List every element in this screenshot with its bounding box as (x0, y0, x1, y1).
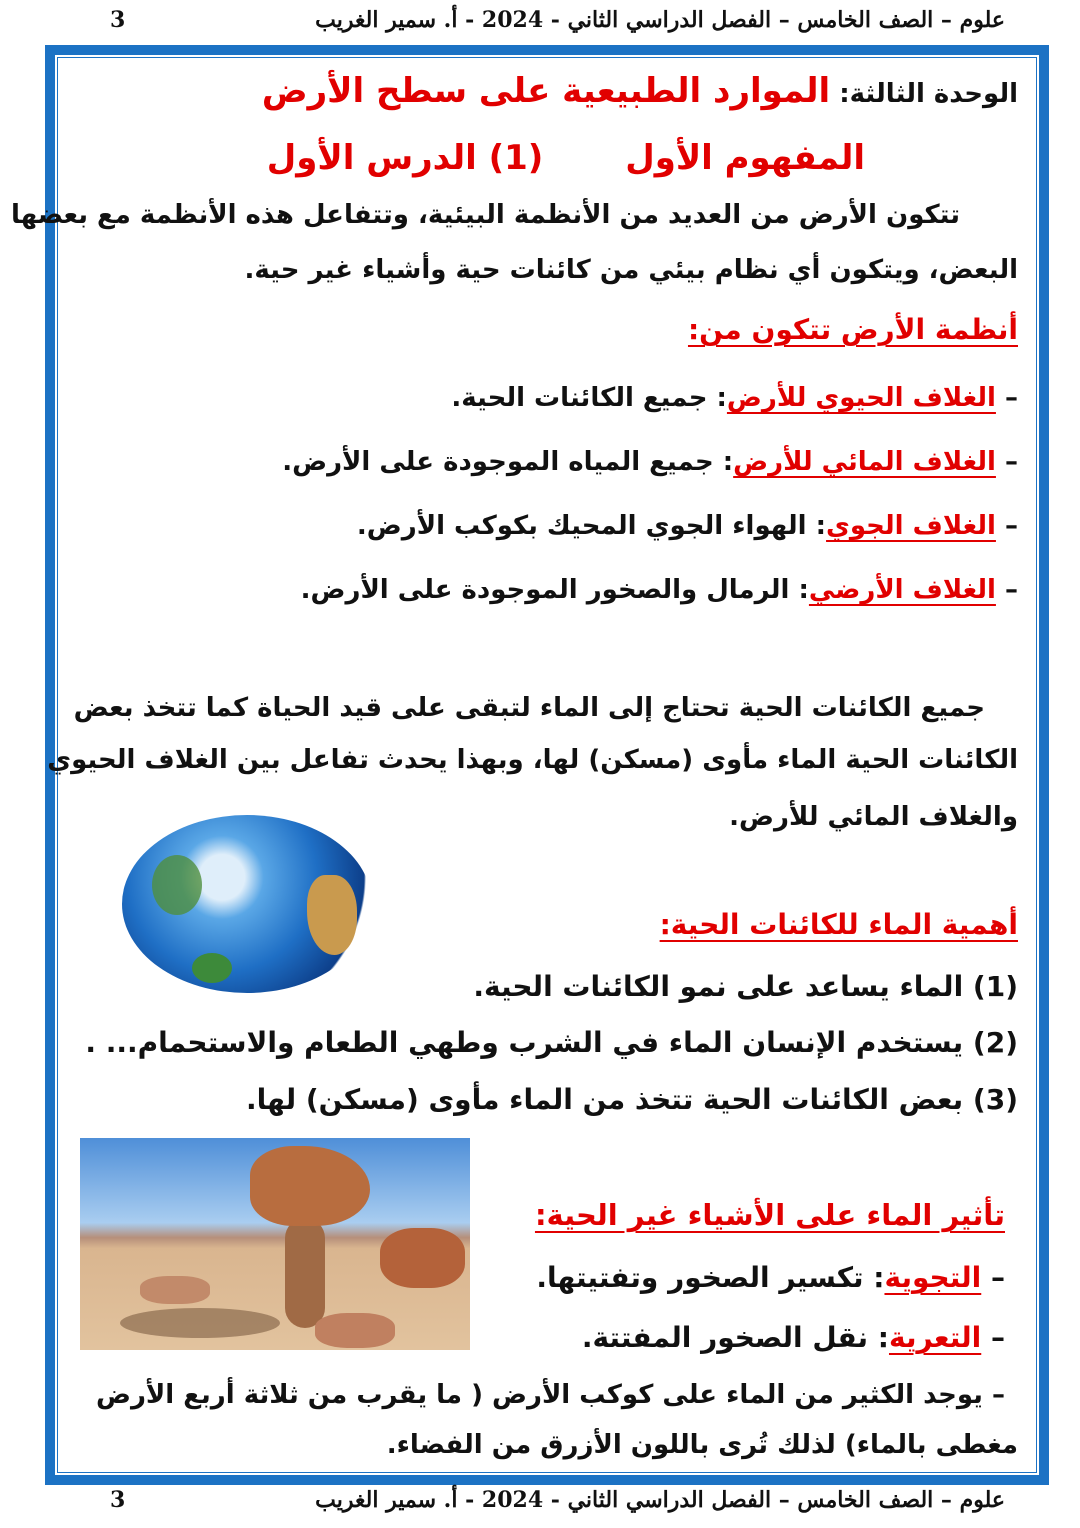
concept-title (267, 140, 865, 176)
effect-term: التعرية (888, 1321, 982, 1354)
system-desc: : الهواء الجوي المحيك بكوكب الأرض. (356, 511, 827, 541)
interaction-line: الكائنات الحية الماء مأوى (مسكن) لها، وبهذا يحدث تفاعل بين الغلاف الحيوي (47, 745, 1018, 775)
rock-formation-image (80, 1138, 470, 1350)
effect-term: التجوية (884, 1261, 982, 1294)
unit-title (262, 73, 1018, 112)
system-term: الغلاف الجوي (826, 511, 996, 541)
lesson-label: (1) الدرس الأول (266, 138, 544, 178)
intro-line: البعض، ويتكون أي نظام بيئي من كائنات حية وأشياء غير حية. (244, 255, 1018, 285)
system-desc: : جميع الكائنات الحية. (451, 383, 727, 413)
page-footer (110, 1482, 1005, 1518)
importance-item: (1) الماء يساعد على نمو الكائنات الحية. (473, 970, 1018, 1003)
system-desc: : جميع المياه الموجودة على الأرض. (282, 447, 734, 477)
unit-label: الوحدة الثالثة: (830, 79, 1018, 109)
system-item: – الغلاف المائي للأرض: جميع المياه الموجودة على الأرض. (282, 447, 1018, 477)
system-item: – الغلاف الجوي: الهواء الجوي المحيك بكوكب الأرض. (356, 511, 1018, 541)
effect-note: مغطى بالماء) لذلك تُرى باللون الأزرق من الفضاء. (386, 1430, 1018, 1460)
concept-label: المفهوم الأول (625, 138, 865, 178)
effect-heading: تأثير الماء على الأشياء غير الحية: (534, 1198, 1005, 1232)
effect-note: – يوجد الكثير من الماء على كوكب الأرض ( ما يقرب من ثلاثة أربع الأرض (95, 1380, 1005, 1410)
system-item: – الغلاف الحيوي للأرض: جميع الكائنات الحية. (451, 383, 1018, 413)
unit-name: الموارد الطبيعية على سطح الأرض (261, 71, 831, 111)
interaction-line: جميع الكائنات الحية تحتاج إلى الماء لتبقى على قيد الحياة كما تتخذ بعض (73, 693, 985, 723)
system-term: الغلاف الأرضي (808, 575, 996, 605)
importance-item: (3) بعض الكائنات الحية تتخذ من الماء مأوى (مسكن) لها. (245, 1083, 1018, 1116)
interaction-line: والغلاف المائي للأرض. (729, 802, 1018, 832)
effect-item: – التعرية: نقل الصخور المفتتة. (581, 1321, 1005, 1354)
earth-globe-image (122, 815, 372, 993)
intro-line: تتكون الأرض من العديد من الأنظمة البيئية، وتتفاعل هذه الأنظمة مع بعضها (10, 200, 960, 230)
importance-item: (2) يستخدم الإنسان الماء في الشرب وطهي الطعام والاستحمام... . (85, 1026, 1018, 1059)
system-term: الغلاف المائي للأرض (733, 447, 996, 477)
effect-desc: : تكسير الصخور وتفتيتها. (536, 1261, 885, 1294)
systems-heading: أنظمة الأرض تتكون من: (687, 313, 1018, 346)
footer-page-number: 3 (110, 1487, 126, 1513)
system-desc: : الرمال والصخور الموجودة على الأرض. (300, 575, 809, 605)
system-term: الغلاف الحيوي للأرض (726, 383, 996, 413)
effect-item: – التجوية: تكسير الصخور وتفتيتها. (536, 1261, 1005, 1294)
importance-heading: أهمية الماء للكائنات الحية: (659, 908, 1018, 941)
header-subject: علوم – الصف الخامس – الفصل الدراسي الثاني - 2024 - أ. سمير الغريب (315, 7, 1005, 33)
effect-desc: : نقل الصخور المفتتة. (581, 1321, 889, 1354)
footer-subject: علوم – الصف الخامس – الفصل الدراسي الثاني - 2024 - أ. سمير الغريب (315, 1487, 1005, 1513)
page-header (110, 2, 1005, 38)
system-item: – الغلاف الأرضي: الرمال والصخور الموجودة على الأرض. (300, 575, 1018, 605)
header-page-number: 3 (110, 7, 126, 33)
